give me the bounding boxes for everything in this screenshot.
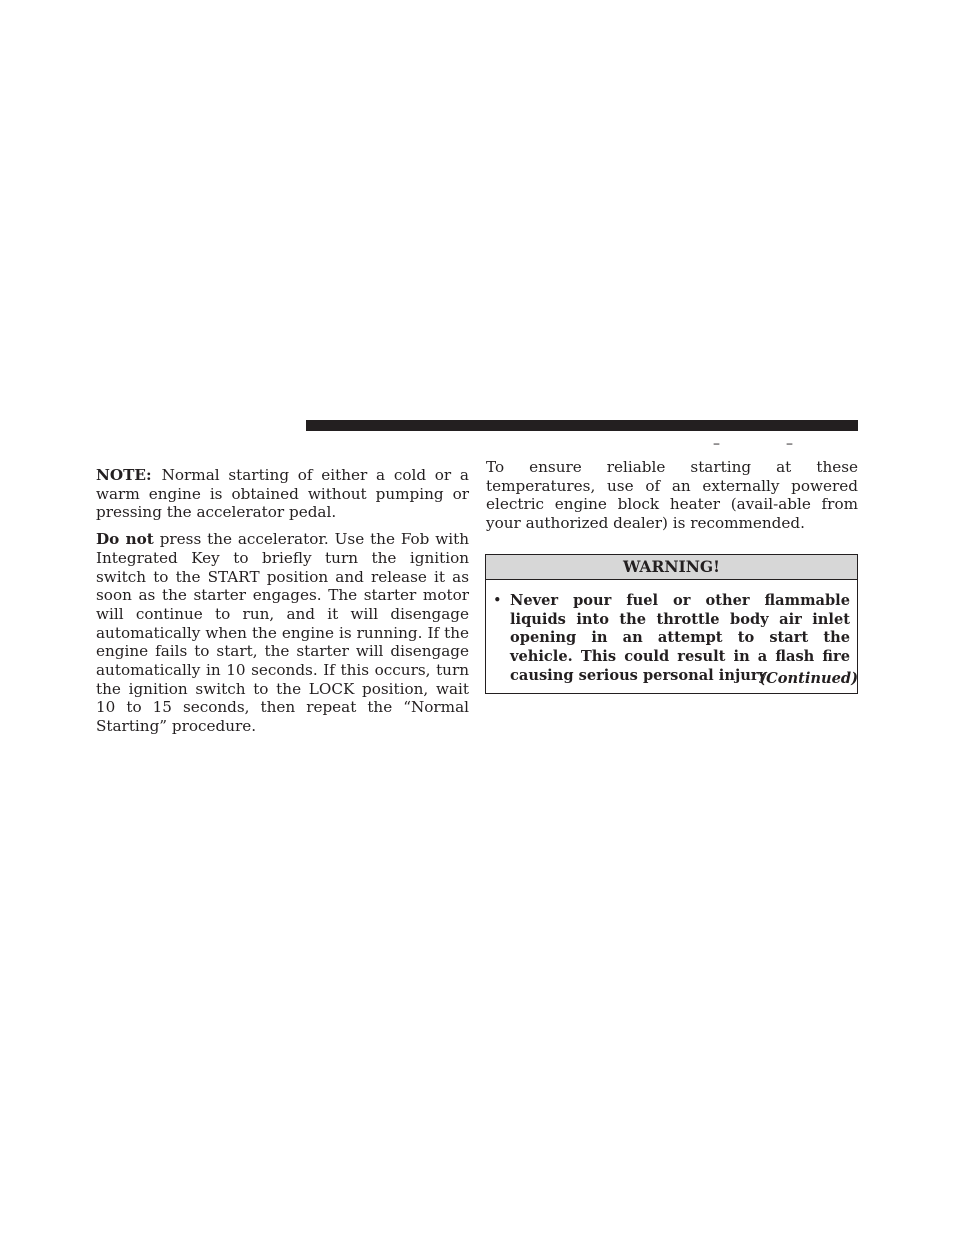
header-dash: – [786,436,793,452]
do-not-text: press the accelerator. Use the Fob with Integrated Key to briefly turn the ignition switch to the START position and release it as soon as the starter engages. The starter motor will continue to run, and it will disengage automatically when the engine is running. If the engine fails to start, the starter will disengage automatically in 10 seconds. If this occurs, turn the ignition switch to the LOCK position, wait 10 to 15 seconds, then repeat the “Normal Starting” procedure. [96,530,469,736]
bullet-icon: • [493,592,502,609]
header-dash: – [713,436,720,452]
do-not-paragraph [96,530,469,736]
note-paragraph [96,466,469,522]
do-not-label: Do not [96,530,154,549]
header-bar [306,420,858,431]
note-label: NOTE: [96,466,152,484]
right-column [486,458,858,533]
continued-label: (Continued) [759,670,858,687]
block-heater-paragraph: To ensure reliable starting at these temperatures, use of an externally powered electric engine block heater (avail-able from your authorized dealer) is recommended. [486,458,858,533]
note-text: Normal starting of either a cold or a warm engine is obtained without pumping or pressing the accelerator pedal. [96,466,469,522]
warning-title: WARNING! [486,555,857,580]
left-column [96,466,469,736]
warning-text: Never pour fuel or other flammable liquids into the throttle body air inlet opening in an attempt to start the vehicle. This could result in a flash fire causing serious personal injury. [510,592,850,684]
